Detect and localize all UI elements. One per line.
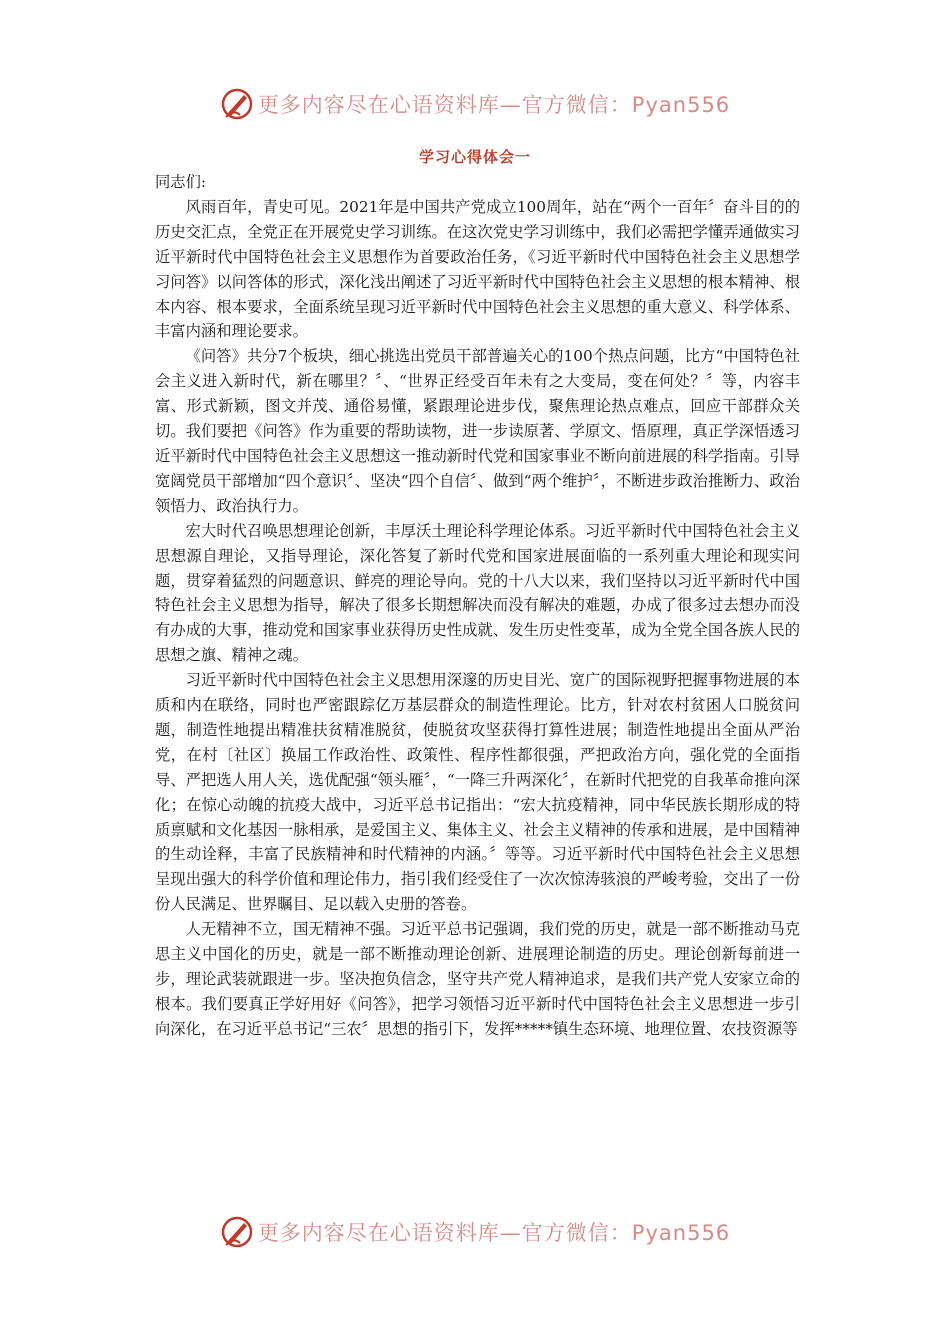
banner-text: 更多内容尽在心语资料库—官方微信：Pyan556 [257,1221,731,1245]
paragraph-1: 风雨百年，青史可见。2021年是中国共产党成立100周年，站在“两个一百年〞奋斗目的的历史交汇点，全党正在开展党史学习训练。在这次党史学习训练中，我们必需把学懂弄通做实习近平新时代中国特色社会主义思想作为首要政治任务，《习近平新时代中国特色社会主义思想学习问答》以问答体的形式，深化浅出阐述了习近平新时代中国特色社会主义思想的根本精神、根本内容、根本要求，全面系统呈现习近平新时代中国特色社会主义思想的重大意义、科学体系、丰富内涵和理论要求。 [155,197,800,341]
document-body [155,170,800,1042]
header-banner [0,84,950,124]
document-title: 学习心得体会一 [418,148,531,166]
pen-seal-logo-icon [220,1215,254,1249]
paragraph-5: 人无精神不立，国无精神不强。习近平总书记强调，我们党的历史，就是一部不断推动马克思主义中国化的历史，就是一部不断推动理论创新、进展理论制造的历史。理论创新每前进一步，理论武装就跟进一步。坚决抱负信念，坚守共产党人精神追求，是我们共产党人安家立命的根本。我们要真正学好用好《问答》，把学习领悟习近平新时代中国特色社会主义思想进一步引向深化，在习近平总书记“三农〞思想的指引下，发挥*****镇生态环境、地理位置、农技资源等 [155,920,800,1038]
paragraph-2: 《问答》共分7个板块，细心挑选出党员干部普遍关心的100个热点问题，比方“中国特色社会主义进入新时代，新在哪里？〞、“世界正经受百年未有之大变局，变在何处？〞等，内容丰富、形式新颖，图文并茂、通俗易懂，紧跟理论进步伐，聚焦理论热点难点，回应干部群众关切。我们要把《问答》作为重要的帮助读物，进一步读原著、学原文、悟原理，真正学深悟透习近平新时代中国特色社会主义思想这一推动新时代党和国家事业不断向前进展的科学指南。引导宽阔党员干部增加“四个意识〞、坚决“四个自信〞、做到“两个维护〞，不断进步政治推断力、政治领悟力、政治执行力。 [155,347,800,515]
banner-text: 更多内容尽在心语资料库—官方微信：Pyan556 [257,93,731,117]
footer-banner [0,1212,950,1252]
pen-seal-logo-icon [220,87,254,121]
paragraph-4: 习近平新时代中国特色社会主义思想用深邃的历史目光、宽广的国际视野把握事物进展的本质和内在联络，同时也严密跟踪亿万基层群众的制造性理论。比方，针对农村贫困人口脱贫问题，制造性地提出精准扶贫精准脱贫，使脱贫攻坚获得打算性进展；制造性地提出全面从严治党，在村〔社区〕换届工作政治性、政策性、程序性都很强，严把政治方向，强化党的全面指导、严把选人用人关，选优配强“领头雁〞，“一降三升两深化〞，在新时代把党的自我革命推向深化；在惊心动魄的抗疫大战中，习近平总书记指出：“宏大抗疫精神，同中华民族长期形成的特质禀赋和文化基因一脉相承，是爱国主义、集体主义、社会主义精神的传承和进展，是中国精神的生动诠释，丰富了民族精神和时代精神的内涵。〞等等。习近平新时代中国特色社会主义思想呈现出强大的科学价值和理论伟力，指引我们经受住了一次次惊涛骇浪的严峻考验，交出了一份份人民满足、世界瞩目、足以载入史册的答卷。 [155,671,800,914]
salutation: 同志们: [155,173,207,191]
paragraph-3: 宏大时代召唤思想理论创新，丰厚沃土理论科学理论体系。习近平新时代中国特色社会主义思想源自理论，又指导理论，深化答复了新时代党和国家进展面临的一系列重大理论和现实问题，贯穿着猛烈的问题意识、鲜亮的理论导向。党的十八大以来，我们坚持以习近平新时代中国特色社会主义思想为指导，解决了很多长期想解决而没有解决的难题，办成了很多过去想办而没有办成的大事，推动党和国家事业获得历史性成就、发生历史性变革，成为全党全国各族人民的思想之旗、精神之魂。 [155,521,800,665]
